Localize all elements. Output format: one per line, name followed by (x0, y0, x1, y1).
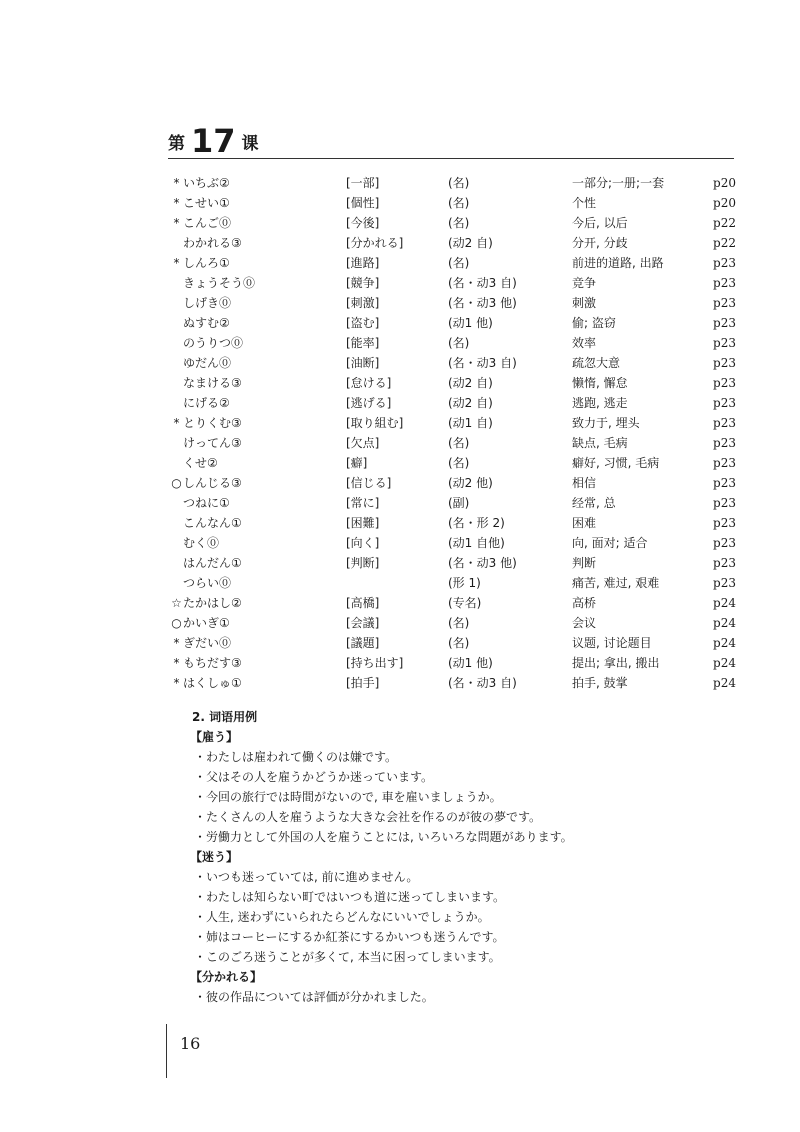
vocab-row (170, 373, 736, 393)
vocab-reading: つねに① (183, 496, 230, 510)
vocab-row (170, 553, 736, 573)
vocab-meaning: 偷; 盗窃 (572, 316, 616, 330)
vocab-part-of-speech: (动1 自) (448, 416, 493, 430)
vocab-reading: いちぶ② (183, 176, 230, 190)
vocab-kanji: [盗む] (346, 316, 380, 330)
vocab-kanji: [油断] (346, 356, 380, 370)
vocab-meaning: 经常, 总 (572, 496, 616, 510)
vocab-row (170, 213, 736, 233)
vocab-row (170, 273, 736, 293)
vocab-meaning: 痛苦, 难过, 艰难 (572, 576, 660, 590)
vocab-part-of-speech: (动2 自) (448, 376, 493, 390)
vocab-page-ref: p23 (713, 376, 736, 390)
vocab-part-of-speech: (名) (448, 636, 470, 650)
vocab-page-ref: p23 (713, 536, 736, 550)
vocab-reading: こんなん① (183, 516, 242, 530)
vocab-row (170, 473, 736, 493)
vocab-kanji: [持ち出す] (346, 656, 404, 670)
vocab-part-of-speech: (形 1) (448, 576, 481, 590)
vocab-meaning: 缺点, 毛病 (572, 436, 628, 450)
vocab-reading: ゆだん⓪ (183, 356, 232, 370)
vocab-kanji: [癖] (346, 456, 368, 470)
vocab-row (170, 253, 736, 273)
vocab-meaning: 拍手, 鼓掌 (572, 676, 628, 690)
vocab-reading: ぬすむ② (183, 316, 230, 330)
vocab-page-ref: p22 (713, 236, 736, 250)
vocab-meaning: 今后, 以后 (572, 216, 628, 230)
vocab-row (170, 313, 736, 333)
vocab-part-of-speech: (副) (448, 496, 470, 510)
vocab-mark: * (173, 216, 180, 230)
vocab-meaning: 议题, 讨论题目 (572, 636, 652, 650)
vocab-page-ref: p22 (713, 216, 736, 230)
example-sentence: ・このごろ迷うことが多くて, 本当に困ってしまいます。 (194, 950, 501, 964)
vocab-row (170, 353, 736, 373)
vocab-row (170, 593, 736, 613)
vocab-row (170, 513, 736, 533)
vocab-meaning: 前进的道路, 出路 (572, 256, 664, 270)
vocab-row (170, 193, 736, 213)
vocab-row (170, 573, 736, 593)
page-number: 16 (180, 1034, 201, 1053)
margin-rule (166, 1024, 167, 1078)
vocab-row (170, 453, 736, 473)
vocab-meaning: 判断 (572, 556, 597, 570)
vocab-part-of-speech: (动1 自他) (448, 536, 505, 550)
vocab-page-ref: p23 (713, 316, 736, 330)
vocab-meaning: 高桥 (572, 596, 597, 610)
example-sentence: ・父はその人を雇うかどうか迷っています。 (194, 770, 434, 784)
vocab-meaning: 提出; 拿出, 搬出 (572, 656, 660, 670)
example-group (190, 727, 730, 847)
vocab-page-ref: p23 (713, 416, 736, 430)
example-sentence: ・姉はコーヒーにするか紅茶にするかいつも迷うんです。 (194, 930, 505, 944)
usage-examples (190, 707, 730, 1007)
vocab-reading: のうりつ⓪ (183, 336, 244, 350)
vocab-meaning: 相信 (572, 476, 597, 490)
vocab-part-of-speech: (名・动3 他) (448, 296, 517, 310)
vocab-reading: とりくむ③ (183, 416, 242, 430)
vocab-part-of-speech: (名・形 2) (448, 516, 505, 530)
vocab-kanji: [判断] (346, 556, 380, 570)
vocab-meaning: 竞争 (572, 276, 597, 290)
vocab-reading: はんだん① (183, 556, 242, 570)
example-group-heading: 【迷う】 (190, 850, 239, 864)
vocab-reading: わかれる③ (183, 236, 242, 250)
example-group-heading: 【雇う】 (190, 730, 239, 744)
vocab-kanji: [議題] (346, 636, 380, 650)
vocab-row (170, 413, 736, 433)
vocab-part-of-speech: (名・动3 他) (448, 556, 517, 570)
vocab-row (170, 493, 736, 513)
vocab-row (170, 233, 736, 253)
vocab-page-ref: p23 (713, 396, 736, 410)
vocab-meaning: 一部分;一册;一套 (572, 176, 665, 190)
example-sentence: ・彼の作品については評価が分かれました。 (194, 990, 434, 1004)
vocab-part-of-speech: (动1 他) (448, 316, 493, 330)
vocab-reading: なまける③ (183, 376, 242, 390)
vocab-meaning: 效率 (572, 336, 597, 350)
vocab-meaning: 致力于, 埋头 (572, 416, 640, 430)
example-sentence: ・労働力として外国の人を雇うことには, いろいろな問題があります。 (194, 830, 573, 844)
vocab-mark: * (173, 196, 180, 210)
vocab-part-of-speech: (动2 自) (448, 396, 493, 410)
vocab-kanji: [個性] (346, 196, 380, 210)
vocab-reading: しげき⓪ (183, 296, 232, 310)
vocab-mark: * (173, 636, 180, 650)
vocab-row (170, 653, 736, 673)
vocab-kanji: [取り組む] (346, 416, 404, 430)
vocab-kanji: [向く] (346, 536, 380, 550)
vocab-mark: ○ (171, 476, 182, 490)
vocab-kanji: [高橋] (346, 596, 380, 610)
vocab-meaning: 懒惰, 懈怠 (572, 376, 628, 390)
vocab-row (170, 393, 736, 413)
vocab-meaning: 困难 (572, 516, 597, 530)
vocab-part-of-speech: (名) (448, 336, 470, 350)
example-group (190, 847, 730, 967)
vocab-kanji: [逃げる] (346, 396, 392, 410)
vocab-page-ref: p24 (713, 636, 736, 650)
usage-section-title: 2. 词语用例 (192, 710, 258, 724)
vocab-mark: ☆ (171, 596, 182, 610)
vocab-mark: * (173, 256, 180, 270)
lesson-number: 17 (191, 122, 236, 160)
vocab-part-of-speech: (名) (448, 256, 470, 270)
vocab-kanji: [拍手] (346, 676, 380, 690)
vocab-part-of-speech: (动1 他) (448, 656, 493, 670)
vocab-row (170, 293, 736, 313)
example-groups (190, 727, 730, 1007)
vocab-page-ref: p23 (713, 476, 736, 490)
vocab-reading: つらい⓪ (183, 576, 232, 590)
vocab-kanji: [信じる] (346, 476, 392, 490)
vocab-kanji: [分かれる] (346, 236, 404, 250)
vocab-part-of-speech: (名) (448, 176, 470, 190)
vocab-part-of-speech: (名・动3 自) (448, 356, 517, 370)
vocab-reading: しんじる③ (183, 476, 242, 490)
vocab-kanji: [常に] (346, 496, 380, 510)
vocab-page-ref: p23 (713, 576, 736, 590)
vocab-row (170, 333, 736, 353)
vocab-row (170, 673, 736, 693)
vocab-part-of-speech: (名) (448, 196, 470, 210)
vocab-reading: きょうそう⓪ (183, 276, 256, 290)
vocab-kanji: [欠点] (346, 436, 380, 450)
vocab-page-ref: p23 (713, 296, 736, 310)
vocab-reading: けってん③ (183, 436, 242, 450)
vocab-mark: * (173, 676, 180, 690)
vocab-page-ref: p20 (713, 196, 736, 210)
vocab-page-ref: p24 (713, 656, 736, 670)
vocab-meaning: 分开, 分歧 (572, 236, 628, 250)
lesson-title (168, 122, 259, 158)
vocab-page-ref: p23 (713, 556, 736, 570)
example-sentence: ・今回の旅行では時間がないので, 車を雇いましょうか。 (194, 790, 502, 804)
vocab-reading: はくしゅ① (183, 676, 242, 690)
vocab-reading: しんろ① (183, 256, 230, 270)
example-sentence: ・たくさんの人を雇うような大きな会社を作るのが彼の夢です。 (194, 810, 542, 824)
vocab-page-ref: p23 (713, 456, 736, 470)
vocab-row (170, 433, 736, 453)
vocab-page-ref: p23 (713, 356, 736, 370)
vocab-part-of-speech: (名・动3 自) (448, 676, 517, 690)
vocabulary-list (170, 173, 736, 693)
vocab-row (170, 533, 736, 553)
vocab-page-ref: p23 (713, 496, 736, 510)
lesson-header (168, 122, 734, 162)
vocab-kanji: [能率] (346, 336, 380, 350)
vocab-mark: * (173, 176, 180, 190)
vocab-reading: むく⓪ (183, 536, 220, 550)
vocab-reading: ぎだい⓪ (183, 636, 232, 650)
vocab-meaning: 向, 面对; 适合 (572, 536, 648, 550)
vocab-reading: にげる② (183, 396, 230, 410)
vocab-reading: くせ② (183, 456, 218, 470)
vocab-page-ref: p23 (713, 336, 736, 350)
vocab-meaning: 会议 (572, 616, 597, 630)
vocab-meaning: 刺激 (572, 296, 597, 310)
vocab-part-of-speech: (名・动3 自) (448, 276, 517, 290)
vocab-page-ref: p23 (713, 276, 736, 290)
vocab-meaning: 逃跑, 逃走 (572, 396, 628, 410)
vocab-page-ref: p24 (713, 676, 736, 690)
vocab-part-of-speech: (专名) (448, 596, 482, 610)
lesson-title-prefix: 第 (168, 134, 185, 154)
vocab-meaning: 个性 (572, 196, 597, 210)
vocab-kanji: [怠ける] (346, 376, 392, 390)
vocab-reading: こせい① (183, 196, 230, 210)
vocab-kanji: [困難] (346, 516, 380, 530)
example-group-heading: 【分かれる】 (190, 970, 263, 984)
vocab-page-ref: p24 (713, 596, 736, 610)
example-sentence: ・わたしは雇われて働くのは嫌です。 (194, 750, 398, 764)
lesson-title-suffix: 课 (241, 134, 259, 154)
vocab-reading: こんご⓪ (183, 216, 232, 230)
vocab-mark: ○ (171, 616, 182, 630)
vocab-kanji: [進路] (346, 256, 380, 270)
vocab-kanji: [競争] (346, 276, 380, 290)
vocab-mark: * (173, 416, 180, 430)
vocab-kanji: [今後] (346, 216, 380, 230)
vocab-page-ref: p20 (713, 176, 736, 190)
example-group (190, 967, 730, 1007)
example-sentence: ・わたしは知らない町ではいつも道に迷ってしまいます。 (194, 890, 506, 904)
vocab-mark: * (173, 656, 180, 670)
vocab-meaning: 疏忽大意 (572, 356, 621, 370)
vocab-page-ref: p23 (713, 436, 736, 450)
vocab-page-ref: p23 (713, 516, 736, 530)
header-rule (168, 158, 734, 159)
vocab-part-of-speech: (名) (448, 436, 470, 450)
vocab-kanji: [会議] (346, 616, 380, 630)
vocab-row (170, 173, 736, 193)
vocab-row (170, 613, 736, 633)
vocab-meaning: 癖好, 习惯, 毛病 (572, 456, 660, 470)
vocab-reading: かいぎ① (183, 616, 230, 630)
vocab-kanji: [刺激] (346, 296, 380, 310)
vocab-reading: たかはし② (183, 596, 242, 610)
vocab-page-ref: p23 (713, 256, 736, 270)
vocab-row (170, 633, 736, 653)
vocab-part-of-speech: (名) (448, 616, 470, 630)
vocab-page-ref: p24 (713, 616, 736, 630)
vocab-part-of-speech: (名) (448, 216, 470, 230)
example-sentence: ・人生, 迷わずにいられたらどんなにいいでしょうか。 (194, 910, 490, 924)
vocab-kanji: [一部] (346, 176, 380, 190)
vocab-reading: もちだす③ (183, 656, 242, 670)
vocab-part-of-speech: (动2 他) (448, 476, 493, 490)
vocab-part-of-speech: (名) (448, 456, 470, 470)
vocab-part-of-speech: (动2 自) (448, 236, 493, 250)
example-sentence: ・いつも迷っていては, 前に進めません。 (194, 870, 419, 884)
